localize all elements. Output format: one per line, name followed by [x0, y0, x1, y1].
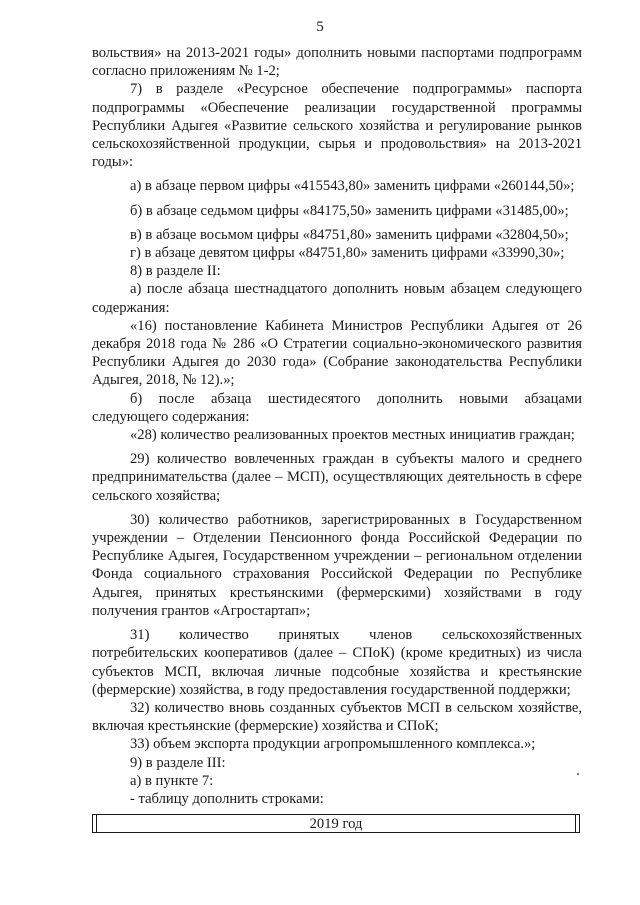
paragraph: 7) в разделе «Ресурсное обеспечение подпрограммы» паспорта подпрограммы «Обеспечение реализации государственной программы Республики Адыгея «Развитие сельского хозяйства и регулирование рынков сельскохозяйственной продукции, сырья и продовольствия» на 2013-2021 годы»: [92, 81, 582, 171]
table-header-row [92, 814, 580, 833]
paragraph: а) после абзаца шестнадцатого дополнить новым абзацем следующего содержания: [92, 281, 582, 316]
document-body [92, 44, 582, 808]
paragraph: б) после абзаца шестидесятого дополнить новыми абзацами следующего содержания: [92, 390, 582, 425]
paragraph: в) в абзаце восьмом цифры «84751,80» заменить цифрами «32804,50»; [130, 226, 569, 243]
paragraph: а) в абзаце первом цифры «415543,80» заменить цифрами «260144,50»; [130, 178, 575, 195]
paragraph: - таблицу дополнить строками: [130, 790, 324, 807]
paragraph: г) в абзаце девятом цифры «84751,80» заменить цифрами «33990,30»; [130, 245, 565, 262]
paragraph: 9) в разделе III: [130, 754, 226, 771]
table-header-year: 2019 год [309, 816, 363, 832]
paragraph: вольствия» на 2013-2021 годы» дополнить новыми паспортами подпрограмм согласно приложениям № 1-2; [92, 45, 582, 80]
paragraph: 31) количество принятых членов сельскохозяйственных потребительских кооперативов (далее – СПоК) (кроме кредитных) из числа субъектов МСП, включая личные подсобные хозяйства и крестьянские (фермерские) хозяйства, в году предоставления государственной поддержки; [92, 627, 582, 698]
paragraph: 8) в разделе II: [130, 263, 221, 280]
page-number: 5 [316, 19, 324, 35]
paragraph: 29) количество вовлеченных граждан в субъекты малого и среднего предпринимательства (далее – МСП), осуществляющих деятельность в сфере сельского хозяйства; [92, 451, 582, 504]
paragraph: а) в пункте 7: [130, 772, 214, 789]
paragraph: 30) количество работников, зарегистрированных в Государственном учреждении – Отделении Пенсионного фонда Российской Федерации по Республике Адыгея, Государственном учреждении – региональном отделении Фонда социального страхования Российской Федерации по Республике Адыгея, принятых крестьянскими (фермерскими) хозяйствами в году получения грантов «Агростартап»; [92, 511, 582, 619]
paragraph: 33) объем экспорта продукции агропромышленного комплекса.»; [130, 736, 536, 753]
paragraph: б) в абзаце седьмом цифры «84175,50» заменить цифрами «31485,00»; [130, 202, 569, 219]
scan-speck [577, 773, 579, 775]
paragraph: 32) количество вновь созданных субъектов МСП в сельском хозяйстве, включая крестьянские (фермерские) хозяйства и СПоК; [92, 699, 582, 735]
paragraph: «16) постановление Кабинета Министров Республики Адыгея от 26 декабря 2018 года № 286 «О Стратегии социально-экономического развития Республики Адыгея до 2030 года» (Собрание законодательства Республики Адыгея, 2018, № 12).»; [92, 317, 582, 389]
paragraph: «28) количество реализованных проектов местных инициатив граждан; [130, 427, 575, 444]
